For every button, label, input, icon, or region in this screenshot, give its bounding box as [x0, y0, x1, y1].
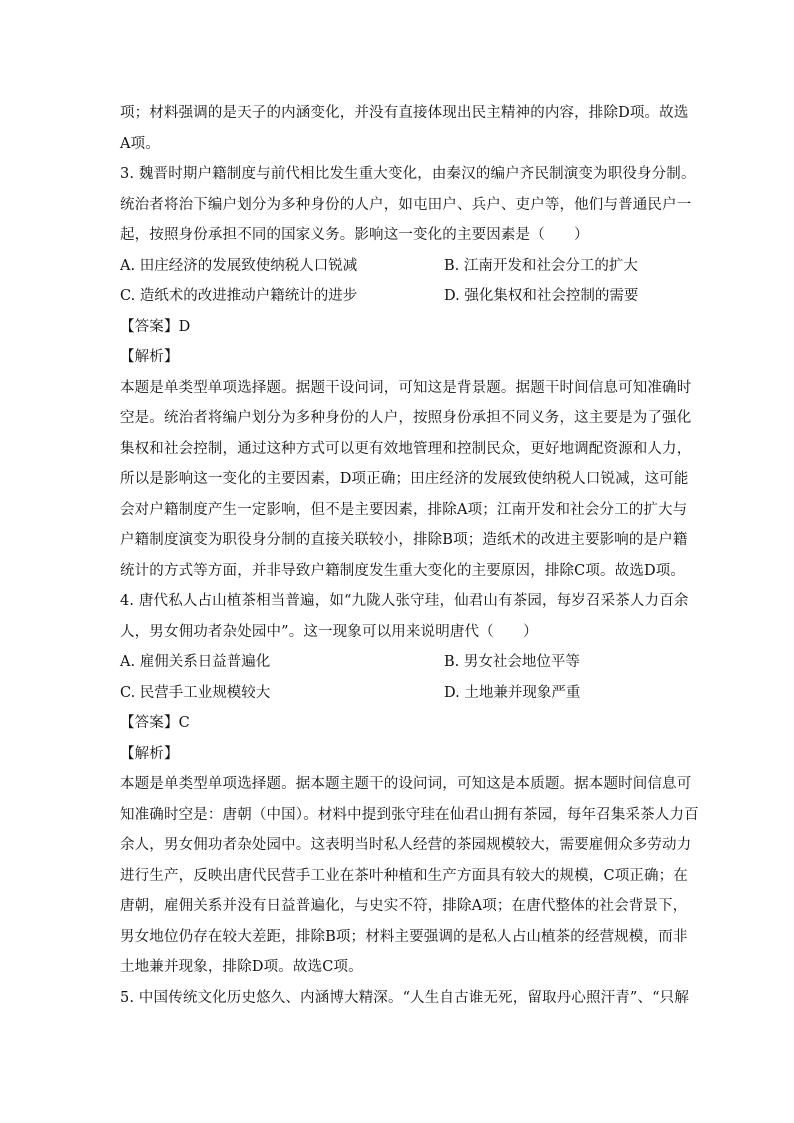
q4-option-d: D. 土地兼并现象严重: [444, 684, 581, 701]
q4-analysis-line: 进行生产，反映出唐代民营手工业在茶叶种植和生产方面具有较大的规模，C项正确；在: [120, 867, 688, 884]
q4-analysis-line: 知准确时空是：唐朝（中国）。材料中提到张守珪在仙君山拥有茶园，每年召集采茶人力百: [120, 806, 699, 823]
q3-analysis-line: 户籍制度演变为职役身分制的直接关联较小，排除B项；造纸术的改进主要影响的是户籍: [120, 532, 688, 548]
q3-analysis-line: 本题是单类型单项选择题。据题干设问词，可知这是背景题。据题干时间信息可知准确时: [120, 379, 692, 396]
q4-analysis-line: 男女地位仍存在较大差距，排除B项；材料主要强调的是私人占山植茶的经营规模，而非: [120, 928, 688, 945]
q2-explanation-line: A项。: [120, 135, 160, 152]
document-body: [120, 98, 699, 1013]
q3-option-c: C. 造纸术的改进推动户籍统计的进步: [120, 288, 358, 304]
q3-option-d: D. 强化集权和社会控制的需要: [444, 288, 639, 304]
q3-analysis-line: 空是。统治者将编户划分为多种身份的人户，按照身份承担不同义务，这主要是为了强化: [120, 410, 692, 426]
q3-answer: 【答案】D: [120, 318, 191, 335]
q4-stem-line: 人，男女佣功者杂处园中”。这一现象可以用来说明唐代（ ）: [120, 623, 538, 640]
q4-analysis-line: 土地兼并现象，排除D项。故选C项。: [120, 959, 363, 975]
q4-stem-line: 4. 唐代私人占山植茶相当普遍，如“九陇人张守珪，仙君山有茶园，每岁召采茶人力百余: [120, 593, 689, 609]
q2-explanation-line: 项；材料强调的是天子的内涵变化，并没有直接体现出民主精神的内容，排除D项。故选: [120, 105, 689, 121]
q4-option-c: C. 民营手工业规模较大: [120, 684, 271, 701]
q3-analysis-line: 所以是影响这一变化的主要因素，D项正确；田庄经济的发展致使纳税人口锐减，这可能: [120, 471, 689, 487]
q3-option-a: A. 田庄经济的发展致使纳税人口锐减: [120, 257, 358, 274]
q4-analysis-line: 唐朝，雇佣关系并没有日益普遍化，与史实不符，排除A项；在唐代整体的社会背景下，: [120, 898, 688, 914]
q4-options-row-1: [120, 647, 676, 678]
q3-stem-line: 3. 魏晋时期户籍制度与前代相比发生重大变化，由秦汉的编户齐民制演变为职役身分制。: [120, 166, 696, 182]
q4-analysis-line: 本题是单类型单项选择题。据本题主题干的设问词，可知这是本质题。据本题时间信息可: [120, 776, 692, 792]
q4-analysis-label: 【解析】: [120, 745, 179, 762]
q4-analysis-line: 余人，男女佣功者杂处园中。这表明当时私人经营的茶园规模较大，需要雇佣众多劳动力: [120, 837, 692, 853]
q3-analysis-line: 集权和社会控制，通过这种方式可以更有效地管理和控制民众，更好地调配资源和人力，: [120, 440, 692, 457]
q3-option-b: B. 江南开发和社会分工的扩大: [444, 257, 638, 274]
q4-option-a: A. 雇佣关系日益普遍化: [120, 654, 271, 670]
q4-options-row-2: [120, 678, 676, 709]
q4-answer: 【答案】C: [120, 715, 190, 731]
q3-analysis-line: 统计的方式等方面，并非导致户籍制度发生重大变化的主要原因，排除C项。故选D项。: [120, 562, 686, 579]
q3-options-row-1: [120, 251, 676, 282]
q3-options-row-2: [120, 281, 676, 312]
q3-stem-line: 统治者将治下编户划分为多种身份的人户，如屯田户、兵户、吏户等，他们与普通民户一: [120, 196, 692, 213]
q4-option-b: B. 男女社会地位平等: [444, 654, 580, 670]
q3-stem-line: 起，按照身份承担不同的国家义务。影响这一变化的主要因素是（ ）: [120, 227, 589, 243]
q3-analysis-label: 【解析】: [120, 349, 179, 365]
q5-stem-line: 5. 中国传统文化历史悠久、内涵博大精深。“人生自古谁无死，留取丹心照汗青”、“只解: [120, 989, 689, 1006]
q3-analysis-line: 会对户籍制度产生一定影响，但不是主要因素，排除A项；江南开发和社会分工的扩大与: [120, 501, 688, 518]
